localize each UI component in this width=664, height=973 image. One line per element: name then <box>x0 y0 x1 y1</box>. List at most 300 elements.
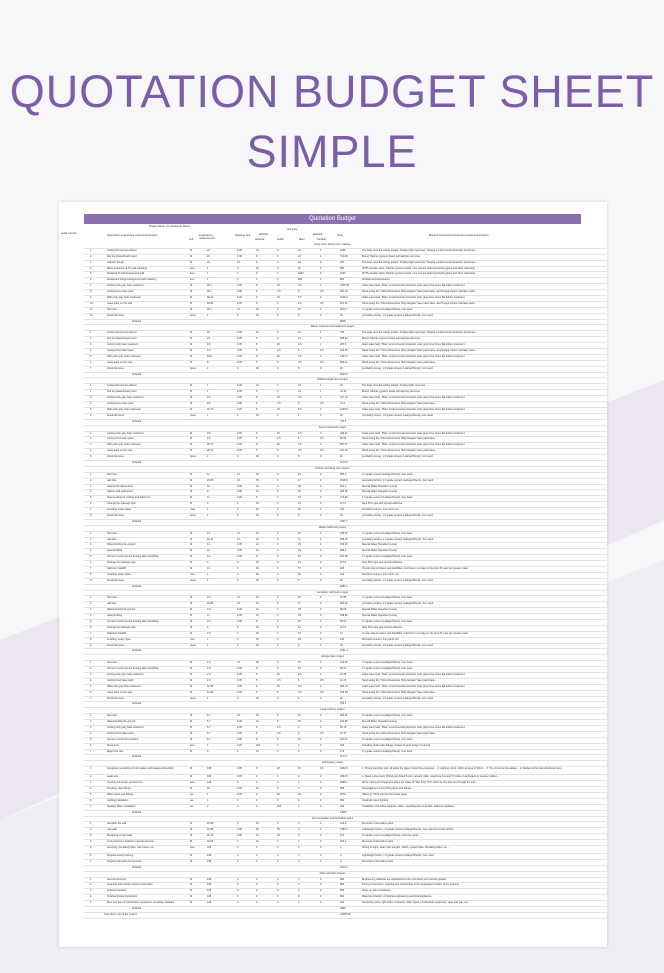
row-total: 59.02 <box>340 667 347 671</box>
row-wastage: 0.08 <box>237 337 242 341</box>
row-quantity: 1 <box>207 390 209 394</box>
row-misc: 0 <box>320 614 322 618</box>
row-artificial: 8 <box>256 284 258 288</box>
row-misc: 0 <box>320 828 322 832</box>
row-wastage: 0 <box>237 631 239 635</box>
row-material-main: 22 <box>277 767 280 771</box>
row-misc: 0 <box>320 313 322 317</box>
row-material-aux: 15 <box>298 555 301 559</box>
row-misc: 0 <box>320 502 322 506</box>
row-misc: 0 <box>320 631 322 635</box>
row-serial: 1 <box>90 331 92 335</box>
row-remark: Brand: Taishan gypsum board self-tapping nail cover <box>362 390 421 394</box>
row-unit: M <box>190 859 193 863</box>
row-remark: Lightweight bricks, 1:3 grade cement (Lafarge/Shenli), river sand (or smoke bricks) <box>362 828 454 832</box>
row-unit: M <box>190 248 193 252</box>
row-serial: 1 <box>90 661 92 665</box>
row-material-main: 20 <box>277 443 280 447</box>
row-wastage: 0.1 <box>237 596 241 600</box>
row-serial: 2 <box>90 390 92 394</box>
row-remark: (excluding stone), 1:3 grade cement (Lafarge/Shenli), river sand <box>362 455 433 459</box>
row-remark: Install all indoor lighting <box>362 798 388 802</box>
row-material-aux: 4.5 <box>298 343 302 347</box>
col-main: Main <box>299 238 305 241</box>
row-material-main: 0 <box>277 561 279 565</box>
row-misc: 0 <box>320 508 322 512</box>
row-material-aux: 5 <box>298 731 300 735</box>
subtotal-label: Subtotal <box>132 460 142 464</box>
row-unit: piece <box>190 455 196 459</box>
row-wastage: 0.05 <box>237 775 242 779</box>
row-unit: M <box>190 437 193 441</box>
row-artificial: 22 <box>256 596 259 600</box>
row-total: 125.45 <box>340 349 348 353</box>
row-total: 80.79 <box>340 726 347 730</box>
row-quantity: 4.5 <box>207 396 211 400</box>
row-quantity: 9.5 <box>207 349 211 353</box>
row-quantity: 2.9 <box>207 678 211 682</box>
row-misc: 0 <box>320 596 322 600</box>
row-quantity: 9.5 <box>207 343 211 347</box>
row-artificial: 0 <box>256 889 258 893</box>
row-wastage: 0.05 <box>237 402 242 406</box>
row-desc: waterproof cabinet floor <box>107 484 134 488</box>
row-serial: 7 <box>90 696 92 700</box>
row-wastage: 0.05 <box>237 349 242 353</box>
row-desc: Ceiling putty gray base treatment <box>107 284 144 288</box>
row-misc: 0 <box>320 834 322 838</box>
row-wastage: 0.05 <box>237 407 242 411</box>
row-desc: Cement mortar ground leveling after backfilling <box>107 555 159 559</box>
row-remark: (excluding stone), 1:3 grade cement (Lafarge/Shenli), river sand <box>362 696 433 700</box>
row-misc: 2 <box>320 284 322 288</box>
row-desc: Floor leveling for cabinet and bathroom <box>107 496 151 500</box>
row-remark: Intact wave field, "Bote" environmental protection putty gray three times flat bottom treatment <box>362 673 465 677</box>
row-misc: 0 <box>320 822 322 826</box>
row-desc: Sanitary Ware Installation <box>107 804 136 808</box>
row-material-aux: 5 <box>298 643 300 647</box>
row-material-main: 0 <box>277 248 279 252</box>
row-misc: 2 <box>320 443 322 447</box>
row-remark: Hand-swing the "China Resources Huby Elegant" latex paint base... <box>362 731 438 735</box>
row-remark: 1:3 grade cement (Lafarge/Shenli), river sand <box>362 661 413 665</box>
row-remark: Hand-swing the "China Resources Huby Elegant" latex paint base, and Hongqi interior wall latex paint... <box>362 349 477 353</box>
row-wastage: 0 <box>237 366 239 370</box>
row-quantity: 24 <box>207 248 210 252</box>
row-material-main: 0 <box>277 266 279 270</box>
row-wastage: 0 <box>237 508 239 512</box>
row-artificial: 22 <box>256 531 259 535</box>
row-serial: 2 <box>90 883 92 887</box>
row-wastage: 0 <box>237 804 239 808</box>
row-wastage: 0.05 <box>237 767 242 771</box>
row-wastage: 0.05 <box>237 678 242 682</box>
row-misc: 0 <box>320 484 322 488</box>
row-misc: 0 <box>320 620 322 623</box>
row-unit: piece <box>190 413 196 417</box>
row-serial: 8 <box>90 637 92 641</box>
row-serial: 5 <box>90 407 92 411</box>
row-serial: 3 <box>90 484 92 488</box>
row-serial: 2 <box>90 775 92 779</box>
row-material-aux: 25 <box>298 720 301 724</box>
row-wastage: 0 <box>237 845 239 849</box>
row-quantity: 10.68 <box>207 828 214 832</box>
row-material-aux: 0 <box>298 877 300 881</box>
row-total: 220.2 <box>340 840 347 844</box>
row-remark: 1. Weak current part: Zhihuiyuan brand 5-wire network cable, telephone line and TV cable; dual-frequency speaker cables ... <box>362 775 500 779</box>
row-remark: 1:3 grade cement (Lafarge/Shenli), extra fine sand <box>362 834 418 838</box>
row-wastage: 0 <box>237 625 239 629</box>
row-material-aux: 15 <box>298 737 301 741</box>
row-quantity: 4 <box>207 561 209 565</box>
row-serial: 5 <box>90 272 92 276</box>
row-serial: 1 <box>90 248 92 252</box>
row-unit: M <box>190 620 193 623</box>
row-material-aux: 5 <box>298 678 300 682</box>
row-material-main: 0 <box>277 366 279 370</box>
row-material-main: 0 <box>277 625 279 629</box>
row-remark: 1:3 grade cement (Lafarge/Shenli), river sand <box>362 596 413 600</box>
section-title: Kitchen and living room project <box>315 466 350 470</box>
row-total: 1383.1 <box>340 828 348 832</box>
row-artificial: 35 <box>256 478 259 482</box>
row-quantity: 22 <box>207 260 210 264</box>
row-unit: item <box>190 743 195 747</box>
row-misc: 0 <box>320 798 322 802</box>
row-total: 589.41 <box>340 360 348 364</box>
row-misc: 0 <box>320 572 322 576</box>
row-serial: 2 <box>90 667 92 671</box>
row-remark: All the strong and weak wire tubes are made of "Wei Xing" PVC tube into the wire box through the lock ... <box>362 781 479 785</box>
row-material-main: 20 <box>277 343 280 347</box>
row-total: 594.2 <box>340 472 347 476</box>
row-desc: threshold stone <box>107 643 125 647</box>
row-remark: Removal of decorative parts <box>362 859 394 863</box>
row-serial: 3 <box>90 608 92 612</box>
row-total: 241.33 <box>340 449 348 453</box>
row-misc: 0 <box>320 714 322 718</box>
row-desc: Conduit, connector, junction box <box>107 781 143 785</box>
row-unit: M <box>190 883 193 887</box>
row-serial: 6 <box>90 561 92 565</box>
row-unit: M <box>190 690 193 694</box>
row-material-main: 5 <box>277 449 279 453</box>
row-material-aux: 5 <box>298 313 300 317</box>
row-misc: 1 <box>320 337 322 341</box>
row-desc: Wall putty gray base treatment <box>107 354 141 358</box>
row-material-aux: 23 <box>298 337 301 341</box>
row-quantity: 4.1 <box>207 543 211 547</box>
row-unit: M <box>190 402 193 406</box>
row-material-aux: 0 <box>298 822 300 826</box>
row-unit: M <box>190 822 193 826</box>
row-unit: piece <box>190 578 196 582</box>
row-material-main: 0 <box>277 596 279 600</box>
row-artificial: 5 <box>256 301 258 305</box>
row-quantity: 8 <box>207 749 209 753</box>
row-artificial: 12 <box>256 549 259 553</box>
row-total: 2070 <box>340 792 346 796</box>
page-heading <box>0 62 664 182</box>
row-total: 1296 <box>340 248 346 252</box>
row-artificial: 10 <box>256 840 259 844</box>
row-artificial: 8 <box>256 431 258 435</box>
row-material-main: 0 <box>277 859 279 863</box>
row-unit: M <box>190 490 193 494</box>
row-unit: set <box>190 804 194 808</box>
row-remark: The large area flat ceiling adopts: Xinjiang light steel keel, Tianjing environmental protection wood keel... <box>362 331 478 335</box>
row-total: 40 <box>340 455 343 459</box>
row-unit: M <box>190 614 193 618</box>
row-quantity: 11 <box>207 614 210 618</box>
row-wastage: 0 <box>237 413 239 417</box>
row-material-main: 0 <box>277 822 279 826</box>
row-serial: 5 <box>90 737 92 741</box>
row-wastage: 0 <box>237 313 239 317</box>
row-desc: Ceiling brush latex paint <box>107 290 134 294</box>
row-artificial: 0 <box>256 804 258 808</box>
row-desc: Ceiling putty gray base treatment <box>107 396 144 400</box>
row-unit: M <box>190 667 193 671</box>
row-remark: Special Water Repellent (Lowe) <box>362 484 398 488</box>
row-quantity: 28.72 <box>207 449 214 453</box>
row-desc: Wall putty gray base treatment <box>107 296 141 300</box>
row-artificial: 8 <box>256 737 258 741</box>
row-quantity: 108 <box>207 845 212 849</box>
row-artificial: 0 <box>256 859 258 863</box>
row-wastage: 0 <box>237 798 239 802</box>
row-unit: M <box>190 301 193 305</box>
row-serial: 3 <box>90 889 92 893</box>
row-desc: reflector trough <box>107 260 124 264</box>
row-total: 200 <box>340 743 345 747</box>
row-material-main: 0 <box>277 631 279 635</box>
row-unit: M <box>190 284 193 288</box>
row-serial: 6 <box>90 413 92 417</box>
row-misc: 0 <box>320 608 322 612</box>
row-total: 120 <box>340 637 345 641</box>
row-misc: 2 <box>320 726 322 730</box>
row-material-main: 0 <box>277 720 279 724</box>
row-material-main: 55 <box>277 828 280 832</box>
row-material-aux: 5 <box>298 366 300 370</box>
subtotal-label: Subtotal <box>132 702 142 706</box>
row-material-main: 20 <box>277 431 280 435</box>
row-wastage: 0 <box>237 853 239 857</box>
row-total: 330.31 <box>340 431 348 435</box>
row-remark: 1:3 grade cement (Lafarge/Shenli), river sand <box>362 714 413 718</box>
section-title: Civil renovation and demolition works <box>311 816 354 820</box>
row-misc: 0 <box>320 566 322 570</box>
row-unit: M <box>190 673 193 677</box>
row-remark: Special Water Repellent (Lowe) <box>362 543 398 547</box>
row-material-aux: 25 <box>298 549 301 553</box>
row-serial: 2 <box>90 337 92 341</box>
row-material-main: 0 <box>277 513 279 517</box>
row-wastage: 0 <box>237 883 239 887</box>
row-material-aux: 0 <box>298 845 300 849</box>
row-unit: piece <box>190 643 196 647</box>
subtotal-value: 1679.9 <box>340 460 348 464</box>
row-wastage: 0 <box>237 513 239 517</box>
row-wastage: 0.05 <box>237 490 242 494</box>
row-misc: 0 <box>320 840 322 844</box>
row-wastage: 0.05 <box>237 284 242 288</box>
row-material-main: 0 <box>277 608 279 612</box>
row-misc: 1 <box>320 384 322 388</box>
section-title: living room, dining room, hallway <box>314 243 351 246</box>
row-artificial: 8 <box>256 407 258 411</box>
row-material-aux: 4.5 <box>298 284 302 288</box>
row-material-main: 2.5 <box>277 678 281 682</box>
row-material-main: 0 <box>277 895 279 899</box>
row-material-main: 0 <box>277 472 279 476</box>
row-desc: threshold stone <box>107 413 125 417</box>
row-serial: 1 <box>90 714 92 718</box>
row-unit: set <box>190 798 194 802</box>
row-quantity: 8 <box>207 360 209 364</box>
row-material-aux: 25 <box>298 490 301 494</box>
row-misc: 0.5 <box>320 402 324 406</box>
row-artificial: 8 <box>256 254 258 258</box>
row-artificial: 8 <box>256 667 258 671</box>
row-material-aux: 40 <box>298 508 301 512</box>
row-artificial: 24 <box>256 248 259 252</box>
row-total: 0 <box>340 859 342 863</box>
row-material-main: 0 <box>277 337 279 341</box>
row-remark: Hand-swing the "China Resources Huby Elegant" latex paint base... <box>362 437 438 441</box>
row-unit: M <box>190 443 193 447</box>
row-quantity: 28.72 <box>207 443 214 447</box>
row-serial: 6 <box>90 360 92 364</box>
row-quantity: 50.8 <box>207 354 212 358</box>
row-serial: 8 <box>90 290 92 294</box>
row-quantity: 5.7 <box>207 726 211 730</box>
row-misc: 0.5 <box>320 678 324 682</box>
row-serial: 7 <box>90 566 92 570</box>
row-serial: 1 <box>90 877 92 881</box>
row-serial: 5 <box>90 455 92 459</box>
row-quantity: 82.96 <box>207 301 214 305</box>
row-material-aux: 1000 <box>298 272 304 276</box>
row-quantity: 22.72 <box>207 407 214 411</box>
row-misc: 0 <box>320 901 322 905</box>
row-remark: Special Water Repellent (Lowe) <box>362 720 398 724</box>
row-artificial: 40 <box>256 266 259 270</box>
row-material-aux: 5 <box>298 290 300 294</box>
row-material-main: 0 <box>277 307 279 311</box>
row-total: 224 <box>340 901 345 905</box>
row-total: 408.13 <box>340 684 348 688</box>
subtotal-label: Subtotal <box>132 419 142 423</box>
row-wastage: 0 <box>237 840 239 844</box>
project-name-label: Project Name: xxx Customer Name: <box>149 225 191 228</box>
row-quantity: 1 <box>207 266 209 270</box>
row-material-main: 0 <box>277 661 279 665</box>
row-quantity: 9.6 <box>207 437 211 441</box>
row-total: 606.32 <box>340 602 348 606</box>
row-serial: 4 <box>90 895 92 899</box>
row-serial: 6 <box>90 625 92 629</box>
row-material-aux: 4.5 <box>298 431 302 435</box>
row-artificial: 0 <box>256 278 258 282</box>
row-wastage: 0.05 <box>237 792 242 796</box>
row-serial: 8 <box>90 572 92 576</box>
row-misc: 0 <box>320 743 322 747</box>
row-serial: 4 <box>90 678 92 682</box>
row-desc: Ceiling brush latex paint <box>107 402 134 406</box>
row-material-aux: 0 <box>298 775 300 779</box>
row-quantity: 108 <box>207 877 212 881</box>
row-material-main: 20 <box>277 284 280 288</box>
row-quantity: 12 <box>207 496 210 500</box>
row-unit: item <box>190 845 195 849</box>
row-wastage: 0 <box>237 572 239 576</box>
row-desc: Ceiling brush latex paint <box>107 731 134 735</box>
row-desc: Finished cleaning <box>107 889 127 893</box>
row-serial: 2 <box>90 478 92 482</box>
row-artificial: 24 <box>256 331 259 335</box>
row-artificial: 30 <box>256 631 259 635</box>
row-serial: 2 <box>90 602 92 606</box>
row-remark: Removal of decorative parts <box>362 822 394 826</box>
row-serial: 2 <box>90 828 92 832</box>
row-unit: piece <box>190 366 196 370</box>
row-wastage: 0.05 <box>237 543 242 547</box>
row-serial: 6 <box>90 743 92 747</box>
row-total: 1427.2 <box>340 354 348 358</box>
row-quantity: 8.5 <box>207 402 211 406</box>
row-desc: waterproofing <box>107 549 123 553</box>
row-artificial: 8 <box>256 390 258 394</box>
row-total: 520.04 <box>340 290 348 294</box>
row-desc: Cement mortar floor leveling <box>107 737 139 741</box>
section-title: Large balcony project <box>320 708 345 712</box>
row-material-main: 0 <box>277 798 279 802</box>
row-artificial: 5 <box>256 290 258 294</box>
row-misc: 0 <box>320 478 322 482</box>
row-misc: 0 <box>320 543 322 547</box>
row-total: 101.89 <box>340 555 348 559</box>
row-misc: 2 <box>320 296 322 300</box>
row-desc: Ceiling putty gray base treatment <box>107 726 144 730</box>
row-misc: 0 <box>320 307 322 311</box>
row-material-main: 0 <box>277 313 279 317</box>
row-desc: Latex paint on the wall <box>107 301 132 305</box>
row-quantity: 2.9 <box>207 631 211 635</box>
row-material-main: 2.5 <box>277 349 281 353</box>
row-desc: Original wall putty and removal <box>107 859 142 863</box>
row-unit: M <box>190 889 193 893</box>
row-desc: Finished product protection <box>107 895 138 899</box>
row-quantity: 24 <box>207 254 210 258</box>
row-unit: M <box>190 337 193 341</box>
row-serial: 9 <box>90 578 92 582</box>
row-quantity: 2.9 <box>207 661 211 665</box>
row-serial: 1 <box>90 431 92 435</box>
row-material-main: 0 <box>277 508 279 512</box>
row-quantity: 24.88 <box>207 478 214 482</box>
row-quantity: 108 <box>207 767 212 771</box>
row-artificial: 8 <box>256 343 258 347</box>
row-quantity: 12 <box>207 472 210 476</box>
row-misc: 0.5 <box>320 360 324 364</box>
row-material-aux: 15 <box>298 714 301 718</box>
row-desc: Lighting installation <box>107 798 129 802</box>
row-unit: M <box>190 787 193 791</box>
row-desc: threshold stone <box>107 313 125 317</box>
